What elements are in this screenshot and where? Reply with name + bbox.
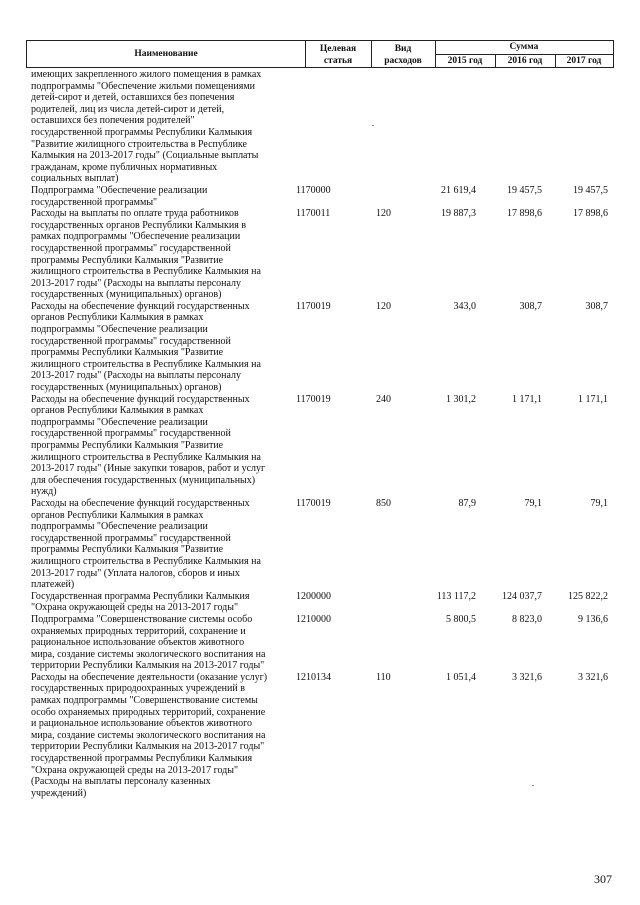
row-2015: 21 619,4 [441, 184, 476, 196]
row-2016: 17 898,6 [507, 208, 542, 220]
table-row [26, 394, 614, 498]
row-2015: 1 301,2 [446, 393, 476, 405]
row-2017: 125 822,2 [568, 590, 608, 602]
row-target: 1210000 [296, 613, 331, 625]
table-header [26, 40, 614, 68]
row-name: Расходы на обеспечение функций государственных органов Республики Калмыкия в рамках подпрограммы "Обеспечение реализации государственной программы" государственной программы Республики Калмыкия "Развитие жилищного строительства в Республике Калмыкия на 2013-2017 годы" (Расходы на выплаты персоналу государственных (муниципальных) органов) [31, 300, 261, 394]
table-row [26, 672, 614, 800]
row-2016: 79,1 [524, 497, 542, 509]
scan-speck [372, 125, 374, 126]
row-kind: 850 [376, 497, 391, 509]
row-kind: 120 [376, 208, 391, 220]
row-kind: 120 [376, 300, 391, 312]
row-2015: 343,0 [453, 300, 476, 312]
row-name: Подпрограмма "Обеспечение реализации государственной программы" [31, 184, 208, 208]
header-year-2016: 2016 год [507, 56, 543, 66]
row-2016: 1 171,1 [512, 393, 542, 405]
row-2017: 19 457,5 [573, 184, 608, 196]
row-name: Расходы на обеспечение деятельности (оказание услуг) государственных природоохранных учреждений в рамках подпрограммы "Совершенствование системы особо охраняемых природных территорий, сохранение и рациональное использование объектов животного мира, создание системы экологического воспитания на территории Республики Калмыкия на 2013-2017 годы" государственной программы Республики Калмыкия "Охрана окружающей среды на 2013-2017 годы" (Расходы на выплаты персоналу казенных учреждений) [31, 671, 268, 799]
row-2017: 9 136,6 [578, 613, 608, 625]
row-2017: 3 321,6 [578, 671, 608, 683]
header-target-line2: статья [323, 56, 353, 66]
row-name: Расходы на обеспечение функций государственных органов Республики Калмыкия в рамках подпрограммы "Обеспечение реализации государственной программы" государственной программы Республики Калмыкия "Развитие жилищного строительства в Республике Калмыкия на 2013-2017 годы" (Уплата налогов, сборов и иных платежей) [31, 497, 261, 591]
header-divider [435, 54, 613, 55]
page-number: 307 [594, 872, 612, 886]
row-kind: 110 [376, 671, 391, 683]
row-2015: 1 051,4 [446, 671, 476, 683]
row-name: Расходы на обеспечение функций государственных органов Республики Калмыкия в рамках подпрограммы "Обеспечение реализации государственной программы" государственной программы Республики Калмыкия "Развитие жилищного строительства в Республике Калмыкия на 2013-2017 годы" (Иные закупки товаров, работ и услуг для обеспечения государственных (муниципальных) нужд) [31, 393, 266, 498]
row-target: 1170019 [296, 300, 331, 312]
header-expense-kind [371, 43, 435, 67]
row-target: 1210134 [296, 671, 331, 683]
row-2016: 19 457,5 [507, 184, 542, 196]
header-kind-line2: расходов [384, 56, 422, 66]
row-target: 1170019 [296, 497, 331, 509]
header-year-2015: 2015 год [447, 56, 483, 66]
scan-speck [532, 785, 534, 786]
row-2017: 1 171,1 [578, 393, 608, 405]
row-2015: 5 800,5 [446, 613, 476, 625]
table-row [26, 208, 614, 301]
table-row [26, 185, 614, 208]
row-2015: 87,9 [458, 497, 476, 509]
header-target-line1: Целевая [319, 44, 357, 54]
table-row [26, 69, 614, 185]
row-target: 1200000 [296, 590, 331, 602]
table-body [26, 69, 614, 799]
header-target-article [305, 43, 371, 67]
row-name: Подпрограмма "Совершенствование системы особо охраняемых природных территорий, сохранение и рациональное использование объектов животного мира, создание системы экологического воспитания на территории Республики Калмыкия на 2013-2017 годы" [31, 613, 266, 672]
row-2016: 8 823,0 [512, 613, 542, 625]
row-name: Государственная программа Республики Калмыкия "Охрана окружающей среды на 2013-2017 годы" [31, 590, 250, 614]
row-target: 1170019 [296, 393, 331, 405]
row-2016: 308,7 [519, 300, 542, 312]
header-name: Наименование [134, 49, 198, 59]
row-2016: 124 037,7 [502, 590, 542, 602]
row-target: 1170011 [296, 208, 331, 220]
row-2017: 79,1 [590, 497, 608, 509]
table-row [26, 498, 614, 591]
table-row [26, 301, 614, 394]
header-sum: Сумма [509, 42, 539, 52]
table-row [26, 614, 614, 672]
row-target: 1170000 [296, 184, 331, 196]
row-name: Расходы на выплаты по оплате труда работников государственных органов Республики Калмыкия в рамках подпрограммы "Обеспечение реализации государственной программы" государственной программы Республики Калмыкия "Развитие жилищного строительства в Республике Калмыкия на 2013-2017 годы" (Расходы на выплаты персоналу государственных (муниципальных) органов) [31, 208, 261, 301]
table-row [26, 591, 614, 614]
header-kind-line1: Вид [394, 44, 412, 54]
row-2015: 113 117,2 [436, 590, 476, 602]
row-name: имеющих закрепленного жилого помещения в рамках подпрограммы "Обеспечение жильми помещениями детей-сирот и детей, оставшихся без попечения родителей, лиц из числа детей-сирот и детей, оставшихся без попечения родителей" государственной программы Республики Калмыкия "Развитие жилищного строительства в Республике Калмыкия на 2013-2017 годы" (Социальные выплаты гражданам, кроме публичных нормативных социальных выплат) [31, 69, 262, 185]
header-year-2017: 2017 год [566, 56, 602, 66]
row-2016: 3 321,6 [512, 671, 542, 683]
row-2015: 19 887,3 [441, 208, 476, 220]
row-2017: 17 898,6 [573, 208, 608, 220]
row-kind: 240 [376, 393, 391, 405]
row-2017: 308,7 [585, 300, 608, 312]
